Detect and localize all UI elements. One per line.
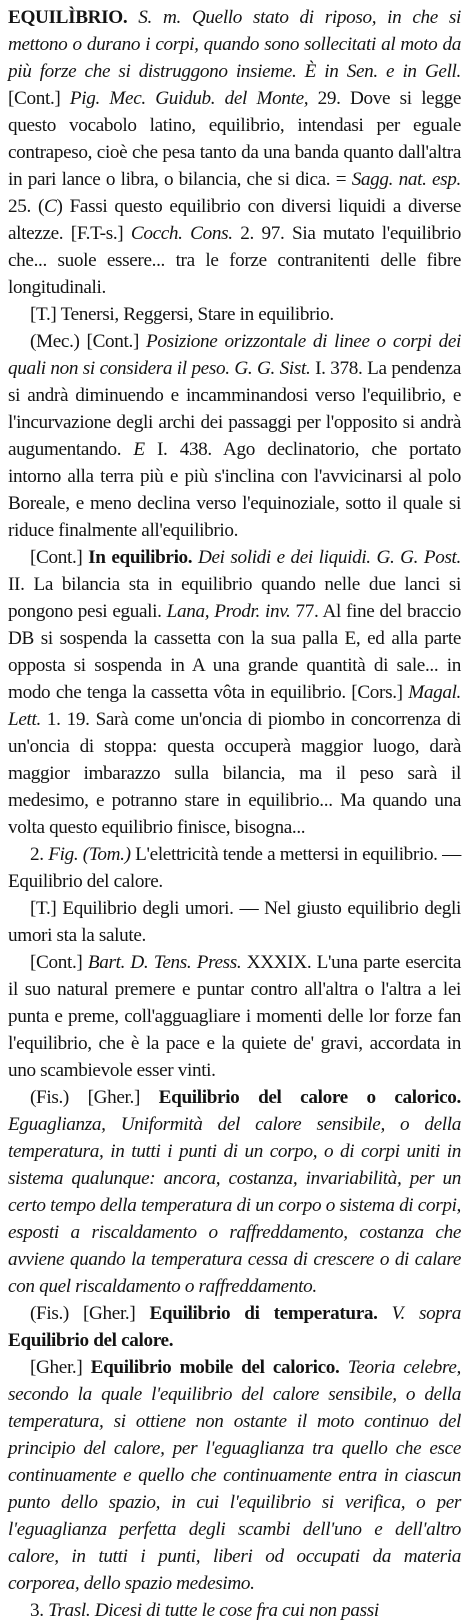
text-run: [T.] Tenersi, Reggersi, Stare in equilibrio. [30,304,334,325]
paragraph-in-equilibrio [8,544,461,841]
italic-text: Bart. D. Tens. Press. [87,952,242,973]
italic-text: Cocch. Cons. [130,223,233,244]
paragraph-sense-2 [8,841,461,895]
italic-text: C [44,196,57,217]
italic-text: Magal. Lett. [8,682,461,730]
paragraph-equilibrio-calore [8,1084,461,1300]
italic-text: Posizione orizzontale di linee o corpi dei quali non si considera il peso. G. G. Sist. [8,331,461,379]
italic-text: Lana, Prodr. inv. [166,601,291,622]
italic-text: Eguaglianza, Uniformità del calore sensibile, o della temperatura, in tutti i punti di un corpo, o di corpi uniti in sistema qualunque: ancora, costanza, invariabilità, per un certo tempo della temperatura di un corpo o sistema di corpi, esposti a riscaldamento o raffreddamento, costanza che avviene quando la temperatura cessa di crescere o di calare con quel riscaldamento o raffreddamento. [8,1114,461,1297]
paragraph-equilibrio-temperatura [8,1300,461,1354]
text-run: [Cont.] [30,547,89,568]
text-run: I. 378. La pendenza si andrà diminuendo e incamminandosi verso l'equilibrio, e l'incurvazione degli archi dei passaggi per l'opposito si andrà augumentando. [8,358,461,460]
text-run: (Fis.) [Gher.] [30,1303,150,1324]
text-run: ) Fassi questo equilibrio con diversi liquidi a diverse altezze. [F.T-s.] [8,196,462,244]
italic-text: Sagg. nat. esp. [351,169,461,190]
italic-text: E [133,439,145,460]
paragraph-equilibrio-mobile [8,1354,461,1597]
text-run: 1. 19. Sarà come un'oncia di piombo in concorrenza di un'oncia di stoppa: questa occuperà maggior luogo, darà maggior imbarazzo sulla bilancia, ma il peso sarà il medesimo, e potranno stare in equilibrio... Ma quando una volta questo equilibrio finisce, bisogna... [8,709,461,838]
italic-text: Pig. Mec. Guidub. del Monte, [69,88,309,109]
bold-term: Equilibrio di temperatura. [149,1303,378,1324]
text-run: XXXIX. L'una parte esercita il suo natural premere e puntar contro all'altra o l'altra a lei punta e preme, coll'agguagliare i momenti delle lor forze fan l'equilibrio, che è la pace e la quiete de' gravi, accordata in uno scambievole esser vinti. [8,952,462,1081]
text-run: 25. ( [8,196,45,217]
bold-term: In equilibrio. [88,547,193,568]
paragraph-mec [8,328,461,544]
text-run: 29. Dove si legge questo vocabolo latino, equilibrio, intendasi per eguale contrapeso, cioè che pesa tanto da una banda quanto dall'altra in pari lance o libra, o bilancia, che si dica. = [8,88,461,190]
paragraph-tenersi [8,301,461,328]
bold-term: Equilibrio mobile del calorico. [90,1357,340,1378]
paragraph-bart [8,949,461,1084]
bold-term: EQUILÌBRIO. [8,7,128,28]
dictionary-entry-equilibrio [8,4,461,1624]
text-run: [T.] Equilibrio degli umori. — Nel giusto equilibrio degli umori sta la salute. [8,898,461,946]
paragraph-sense-3 [8,1597,461,1624]
italic-text: Dei solidi e dei liquidi. G. G. Post. [192,547,461,568]
text-run: I. 438. Ago declinatorio, che portato intorno alla terra più e più s'inclina con l'avvicinarsi al polo Boreale, e meno declina verso l'equinoziale, sotto il quale si riduce finalmente all'equilibrio. [8,439,462,541]
text-run: [Cont.] [30,952,88,973]
text-run: 77. Al fine del braccio DB si sospenda la cassetta con la sua palla E, ed alla parte opposta si sospenda in A una grande quantità di sale... in modo che tenga la cassetta vôta in equilibrio. [Cors.] [8,601,461,703]
text-run: 3. [30,1600,49,1621]
text-run: [Gher.] [30,1357,91,1378]
italic-text: V. sopra [377,1303,462,1324]
italic-text: S. m. Quello stato di riposo, in che si mettono o durano i corpi, quando sono sollecitati al moto da più forze che si distruggono insieme. È in Sen. e in Gell. [8,7,461,82]
text-run: II. La bilancia sta in equilibrio quando nelle due lanci si pongono pesi eguali. [8,574,461,622]
text-run: [Cont.] [8,88,70,109]
italic-text: Fig. (Tom.) [48,844,131,865]
text-run: (Fis.) [Gher.] [30,1087,159,1108]
italic-text: Teoria celebre, secondo la quale l'equilibrio del calore sensibile, o della temperatura, si ottiene non ostante il moto continuo del principio del calore, per l'eguaglianza tra quello che esce continuamente e quello che continuamente entra in ciascun punto dello spazio, in cui l'equilibrio si verifica, o per l'eguaglianza perfetta degli scambi dell'uno e dell'altro calore, in tutti i punti, liberi od occupati da materia corporea, dello spazio medesimo. [8,1357,461,1594]
bold-term: Equilibrio del calore o calorico. [158,1087,461,1108]
italic-text: Trasl. Dicesi di tutte le cose fra cui non passi [48,1600,379,1621]
text-run: (Mec.) [Cont.] [30,331,146,352]
text-run: 2. [30,844,49,865]
paragraph-definition [8,4,461,301]
bold-term: Equilibrio del calore. [8,1330,174,1351]
text-run: 2. 97. Sia mutato l'equilibrio che... suole essere... tra le forze contranitenti delle fibre longitudinali. [8,223,461,298]
text-run: L'elettricità tende a mettersi in equilibrio. — Equilibrio del calore. [8,844,461,892]
paragraph-umori [8,895,461,949]
